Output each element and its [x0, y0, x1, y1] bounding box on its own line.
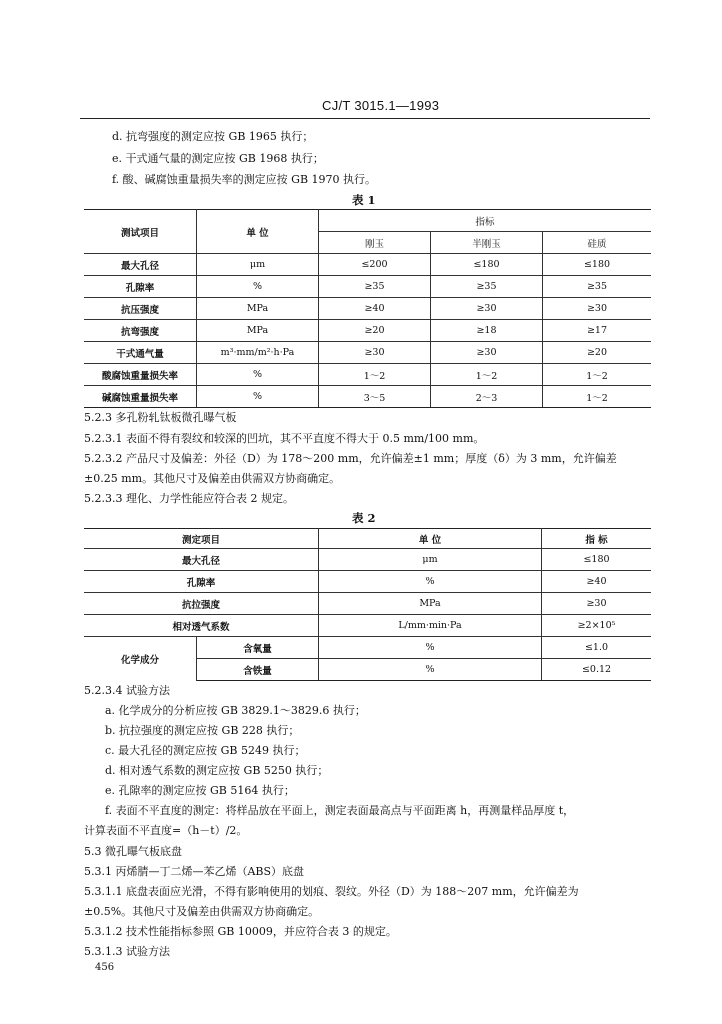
table2-caption: 表 2 — [352, 511, 376, 525]
table-row — [84, 320, 651, 342]
item-f: f. 酸、碱腐蚀重量损失率的测定应按 GB 1970 执行。 — [112, 173, 377, 186]
table-row — [84, 571, 651, 593]
item-d: d. 抗弯强度的测定应按 GB 1965 执行； — [112, 130, 314, 143]
method-b: b. 抗拉强度的测定应按 GB 228 执行； — [105, 724, 300, 737]
section-5-2-3-4: 5.2.3.4 试验方法 — [84, 684, 170, 697]
t1-cell-v1: ≤200 — [319, 254, 431, 276]
page-header-title: CJ/T 3015.1—1993 — [322, 98, 440, 113]
para-5-2-3-2-cont: ±0.25 mm。其他尺寸及偏差由供需双方协商确定。 — [84, 472, 341, 485]
header-rule — [80, 118, 650, 119]
t1-cell-unit: μm — [197, 254, 319, 276]
t1-head-col3: 硅质 — [543, 232, 652, 254]
t1-cell-v1: 1～2 — [319, 364, 431, 386]
section-5-3: 5.3 微孔曝气板底盘 — [84, 845, 182, 858]
t1-cell-v3: ≥17 — [543, 320, 652, 342]
t2-cell-val: ≥30 — [542, 593, 652, 615]
para-5-2-3-3: 5.2.3.3 理化、力学性能应符合表 2 规定。 — [84, 492, 294, 505]
t1-cell-v1: 3～5 — [319, 386, 431, 408]
method-e: e. 孔隙率的测定应按 GB 5164 执行； — [105, 784, 295, 797]
section-5-3-1: 5.3.1 丙烯腈—丁二烯—苯乙烯（ABS）底盘 — [84, 865, 305, 878]
t1-cell-item: 碱腐蚀重量损失率 — [84, 386, 197, 408]
method-c: c. 最大孔径的测定应按 GB 5249 执行； — [105, 744, 306, 757]
para-5-3-1-2: 5.3.1.2 技术性能指标参照 GB 10009，并应符合表 3 的规定。 — [84, 925, 397, 938]
method-d: d. 相对透气系数的测定应按 GB 5250 执行； — [105, 764, 329, 777]
t1-head-col2: 半刚玉 — [431, 232, 543, 254]
t1-cell-v1: ≥40 — [319, 298, 431, 320]
t1-cell-unit: MPa — [197, 298, 319, 320]
section-5-2-3: 5.2.3 多孔粉轧钛板微孔曝气板 — [84, 411, 237, 424]
t2-cell-item: 含氧量 — [197, 637, 319, 659]
table-1 — [84, 209, 651, 408]
t2-chem-label: 化学成分 — [84, 637, 197, 681]
t1-cell-v3: 1～2 — [543, 386, 652, 408]
table-row — [84, 637, 651, 659]
t2-head-item: 测定项目 — [84, 529, 319, 549]
t1-cell-v3: ≥20 — [543, 342, 652, 364]
t1-cell-item: 干式通气量 — [84, 342, 197, 364]
t1-cell-item: 抗弯强度 — [84, 320, 197, 342]
t1-cell-v2: ≥35 — [431, 276, 543, 298]
t1-cell-unit: m³·mm/m²·h·Pa — [197, 342, 319, 364]
method-a: a. 化学成分的分析应按 GB 3829.1～3829.6 执行； — [105, 704, 366, 717]
t2-cell-val: ≤0.12 — [542, 659, 652, 681]
t2-head-unit: 单 位 — [319, 529, 542, 549]
method-f: f. 表面不平直度的测定：将样品放在平面上，测定表面最高点与平面距离 h，再测量样品厚度 t， — [105, 804, 575, 817]
table-row — [84, 342, 651, 364]
t1-cell-v1: ≥30 — [319, 342, 431, 364]
method-f-cont: 计算表面不平直度=（h－t）/2。 — [84, 824, 248, 837]
table-row — [84, 593, 651, 615]
para-5-2-3-2: 5.2.3.2 产品尺寸及偏差：外径（D）为 178～200 mm，允许偏差±1 mm；厚度（δ）为 3 mm，允许偏差 — [84, 452, 617, 465]
t2-cell-unit: % — [319, 637, 542, 659]
t1-head-col1: 刚玉 — [319, 232, 431, 254]
para-5-3-1-3: 5.3.1.3 试验方法 — [84, 945, 170, 958]
t1-cell-v2: ≥30 — [431, 342, 543, 364]
table-row — [84, 615, 651, 637]
t1-cell-item: 孔隙率 — [84, 276, 197, 298]
t1-head-unit: 单 位 — [197, 210, 319, 254]
t1-cell-v2: ≥30 — [431, 298, 543, 320]
t2-cell-val: ≤1.0 — [542, 637, 652, 659]
table-row — [84, 386, 651, 408]
t1-cell-v3: 1～2 — [543, 364, 652, 386]
t2-cell-val: ≥40 — [542, 571, 652, 593]
t2-cell-item: 含铁量 — [197, 659, 319, 681]
t1-cell-item: 酸腐蚀重量损失率 — [84, 364, 197, 386]
para-5-3-1-1-cont: ±0.5%。其他尺寸及偏差由供需双方协商确定。 — [84, 905, 320, 918]
table-row — [84, 254, 651, 276]
t1-cell-v1: ≥20 — [319, 320, 431, 342]
t2-cell-unit: % — [319, 659, 542, 681]
t2-cell-val: ≥2×10⁵ — [542, 615, 652, 637]
t2-cell-unit: MPa — [319, 593, 542, 615]
t1-cell-unit: % — [197, 386, 319, 408]
item-e: e. 干式通气量的测定应按 GB 1968 执行； — [112, 152, 324, 165]
page-number: 456 — [95, 962, 115, 973]
table-row — [84, 364, 651, 386]
t2-cell-unit: L/mm·min·Pa — [319, 615, 542, 637]
t1-cell-v3: ≥35 — [543, 276, 652, 298]
t1-cell-v2: 2～3 — [431, 386, 543, 408]
t1-cell-item: 最大孔径 — [84, 254, 197, 276]
t1-cell-item: 抗压强度 — [84, 298, 197, 320]
t2-cell-val: ≤180 — [542, 549, 652, 571]
table-row — [84, 298, 651, 320]
t2-cell-item: 相对透气系数 — [84, 615, 319, 637]
table1-caption: 表 1 — [352, 193, 376, 207]
t1-cell-v2: ≤180 — [431, 254, 543, 276]
t2-cell-unit: μm — [319, 549, 542, 571]
t1-cell-v2: 1～2 — [431, 364, 543, 386]
table-row — [84, 276, 651, 298]
para-5-2-3-1: 5.2.3.1 表面不得有裂纹和较深的凹坑，其不平直度不得大于 0.5 mm/100 mm。 — [84, 432, 485, 445]
t2-head-index: 指 标 — [542, 529, 652, 549]
t1-cell-unit: % — [197, 276, 319, 298]
t1-cell-v3: ≥30 — [543, 298, 652, 320]
t1-cell-v3: ≤180 — [543, 254, 652, 276]
t2-cell-item: 抗拉强度 — [84, 593, 319, 615]
table-2 — [84, 528, 651, 681]
t1-cell-v1: ≥35 — [319, 276, 431, 298]
table-row — [84, 549, 651, 571]
t1-cell-v2: ≥18 — [431, 320, 543, 342]
t2-cell-item: 最大孔径 — [84, 549, 319, 571]
t1-head-item: 测试项目 — [84, 210, 197, 254]
t1-cell-unit: MPa — [197, 320, 319, 342]
t1-head-index: 指标 — [319, 210, 652, 232]
para-5-3-1-1: 5.3.1.1 底盘表面应光滑，不得有影响使用的划痕、裂纹。外径（D）为 188～207 mm，允许偏差为 — [84, 885, 579, 898]
t2-cell-item: 孔隙率 — [84, 571, 319, 593]
t2-cell-unit: % — [319, 571, 542, 593]
t1-cell-unit: % — [197, 364, 319, 386]
